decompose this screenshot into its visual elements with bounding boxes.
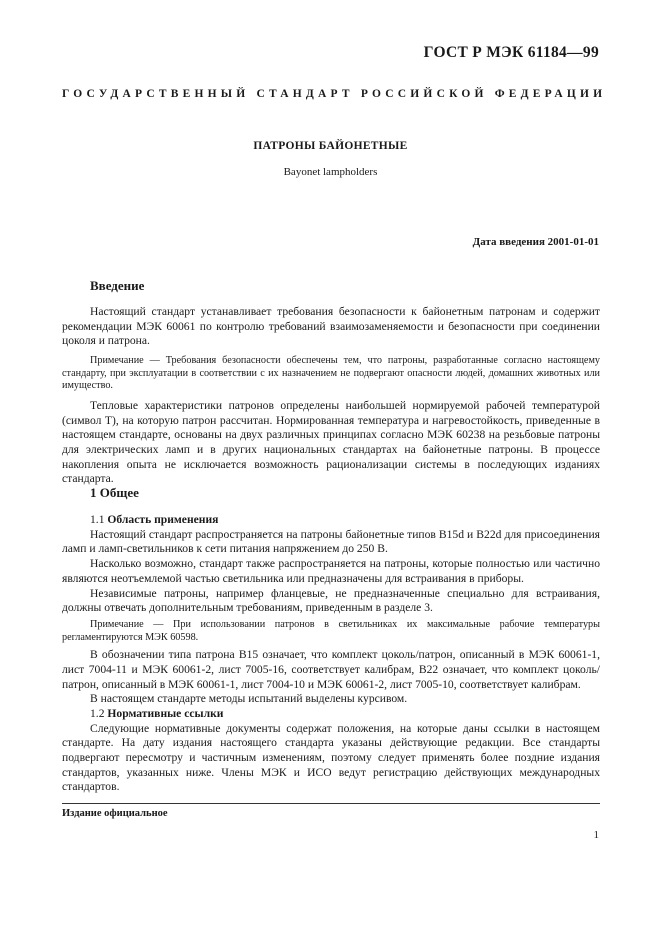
introduction-paragraph-2: Тепловые характеристики патронов определены наибольшей нормируемой рабочей температурой (символ Т), на которую патрон рассчитан. Нормированная температура и нагревостойкость, приведенные в настоящем стандарте, основаны на двух различных принципах согласно МЭК 60238 на резьбовые патроны для электрических ламп и в других национальных стандартах на байонетные патроны. В процессе накопления опыта не исключается возможность рационализации системы в последующих изданиях стандарта. xyxy=(62,398,600,486)
introduction-date: Дата введения 2001-01-01 xyxy=(472,236,599,248)
subsection-title: Нормативные ссылки xyxy=(107,706,224,720)
note-label: Примечание xyxy=(90,618,144,630)
scope-paragraph-1: Настоящий стандарт распространяется на патроны байонетные типов B15d и B22d для присоединения ламп и ламп-светильников к сети питания напряжением до 250 В. xyxy=(62,527,600,556)
subsection-number: 1.2 xyxy=(90,706,105,720)
normative-references-paragraph: Следующие нормативные документы содержат положения, на которые даны ссылки в настоящем стандарте. На дату издания настоящего стандарта указаны действующие редакции. Все стандарты подвергают пересмотру и частичным изменениям, поэтому следует применять более поздние издания стандартов, указанных ниже. Члены МЭК и ИСО ведут регистрацию действующих международных стандартов. xyxy=(62,721,600,794)
official-edition-label: Издание официальное xyxy=(62,808,168,819)
section-1-heading: 1 Общее xyxy=(90,485,139,500)
scope-paragraph-2: Насколько возможно, стандарт также распространяется на патроны, которые полностью или частично являются неотъемлемой частью светильника или предназначены для встраивания в приборы. xyxy=(62,557,600,585)
document-title: ПАТРОНЫ БАЙОНЕТНЫЕ xyxy=(253,140,408,152)
document-code: ГОСТ Р МЭК 61184—99 xyxy=(423,44,599,61)
introduction-note xyxy=(62,355,600,393)
introduction-paragraph-1: Настоящий стандарт устанавливает требования безопасности к байонетным патронам и содержит рекомендации МЭК 60061 по контролю требований взаимозаменяемости и безопасности при соединении цоколя и патрона. xyxy=(62,305,600,348)
subsection-1-1-heading xyxy=(62,513,600,528)
introduction-body xyxy=(62,305,600,487)
scope-note xyxy=(62,619,600,644)
note-label: Примечание xyxy=(90,355,144,367)
subsection-1-2-heading xyxy=(62,707,600,722)
subsection-title: Область применения xyxy=(107,513,219,526)
document-title-english: Bayonet lampholders xyxy=(283,166,378,178)
state-standard-header: ГОСУДАРСТВЕННЫЙ СТАНДАРТ РОССИЙСКОЙ ФЕДЕРАЦИИ xyxy=(62,88,607,100)
scope-paragraph-5: В настоящем стандарте методы испытаний выделены курсивом. xyxy=(90,692,408,706)
page-number: 1 xyxy=(593,829,599,841)
footer-divider xyxy=(62,803,600,804)
section-1-body xyxy=(62,513,600,795)
subsection-number: 1.1 xyxy=(90,513,105,526)
introduction-heading: Введение xyxy=(90,278,145,293)
scope-paragraph-3: Независимые патроны, например фланцевые, не предназначенные специально для встраивания, должны отвечать дополнительным требованиям, приведенным в разделе 3. xyxy=(62,586,600,615)
note-text: — При использовании патронов в светильниках их максимальные рабочие температуры регламентируются МЭК 60598. xyxy=(62,618,600,643)
scope-paragraph-4: В обозначении типа патрона B15 означает, что комплект цоколь/патрон, описанный в МЭК 60061-1, лист 7004-11 и МЭК 60061-2, лист 7005-16, соответствует калибрам, B22 означает, что комплект цоколь/патрон, описанный в МЭК 60061-1, лист 7004-10 и МЭК 60061-2, лист 7005-10, соответствует калибрам. xyxy=(62,648,600,691)
note-text: — Требования безопасности обеспечены тем, что патроны, разработанные согласно настоящему стандарту, при эксплуатации в соответствии с их назначением не подвергают опасности людей, домашних животных или имущество. xyxy=(62,355,600,392)
